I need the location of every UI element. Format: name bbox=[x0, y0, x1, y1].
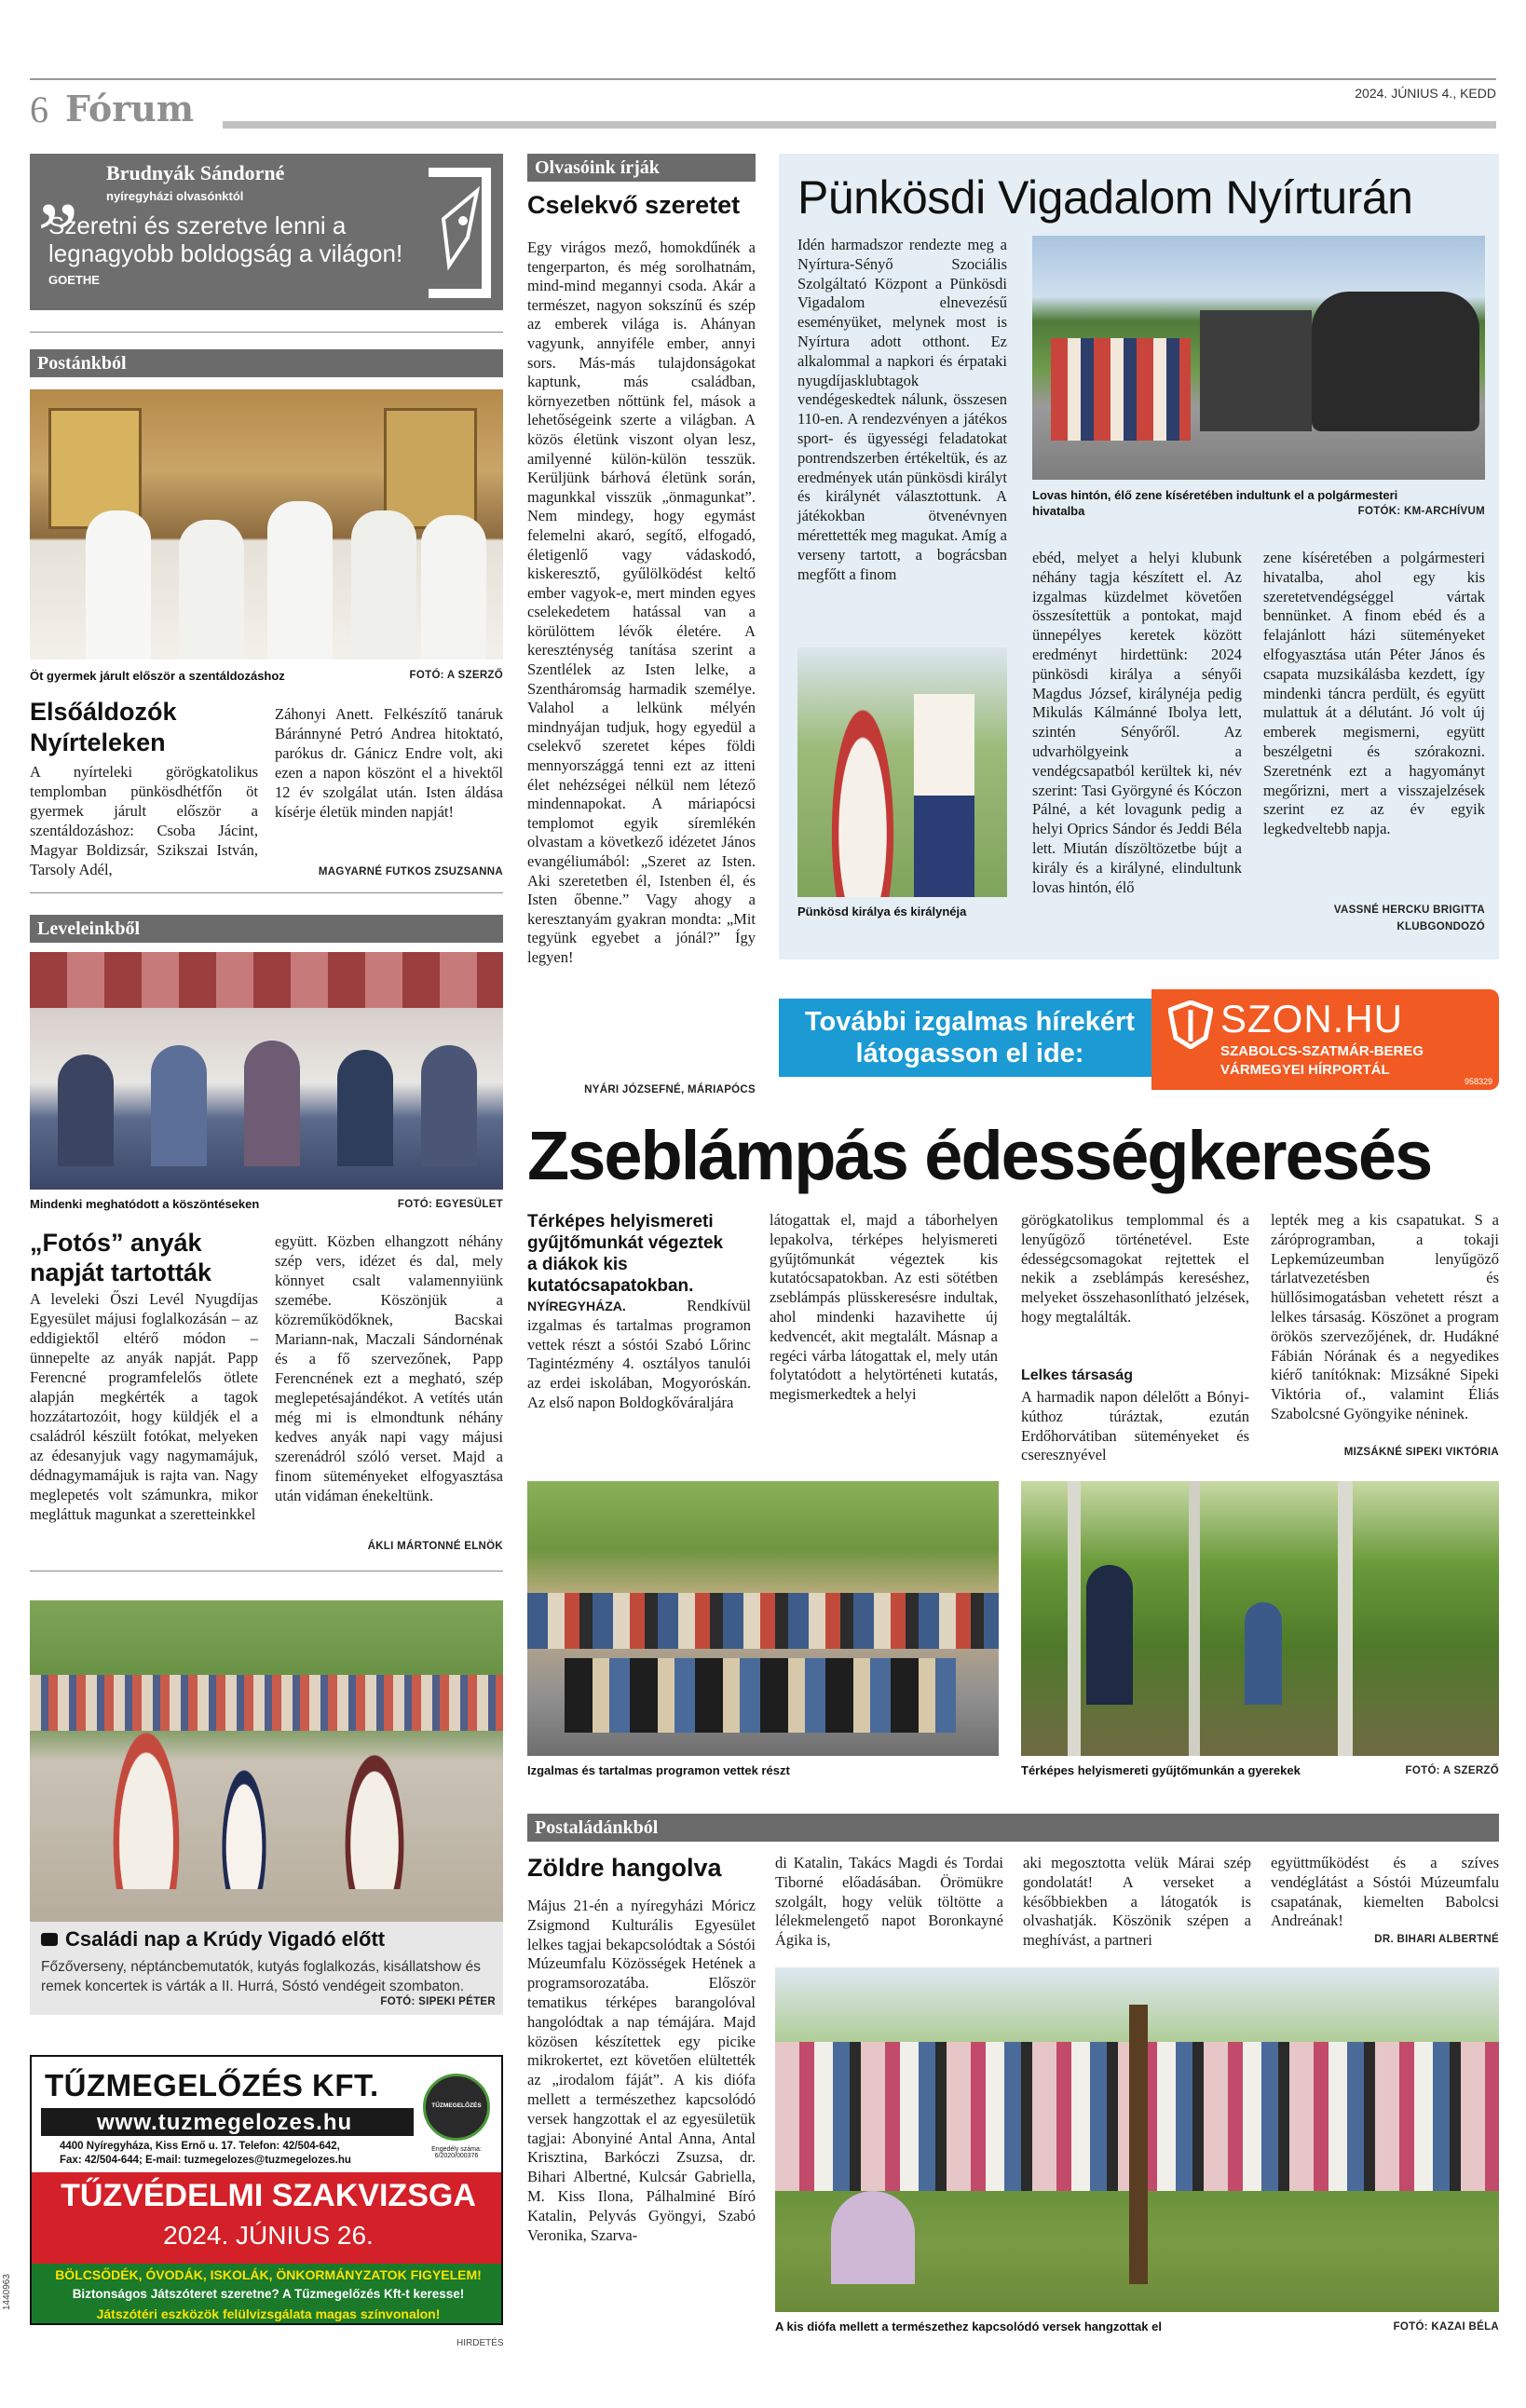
ad-line2: Biztonságos Játszóteret szeretne? A Tűzmegelőzés Kft-t keresse! bbox=[72, 2287, 465, 2301]
ad-license: Engedély száma: 6/2020/000376 bbox=[431, 2146, 482, 2159]
ad-address: 4400 Nyíregyháza, Kiss Ernő u. 17. Telefon: 42/504-642, bbox=[60, 2141, 340, 2152]
article-col2: Záhonyi Anett. Felkészítő tanáruk Báránnyné Petró Andrea hitoktató, parókus dr. Gánicz Endre volt, aki ezen a napon köszönt el a hivektől 12 év szolgálat után. Isten áldása kísérje életük minden napját! bbox=[275, 705, 503, 821]
photo-caption: Lovas hintón, élő zene kíséretében indultunk el a polgármesteri hivatalba bbox=[1032, 488, 1398, 518]
article-col1: Május 21-én a nyíregyházi Móricz Zsigmond Kulturális Egyesület lelkes tagjai bekapcsolódtak a Sóstói Múzeumfalu Közösségek Hetének a programsorozatába. Először tematikus térképes barangolóval hangolódtak a nap témájára. Majd közösen készítettek egy picike mikrokertet, ezt követően elültették az „irodalom fáját”. A kis diófa mellett a természethez kapcsolódó versek hangzottak el az egyesületük tagjai: Abonyiné Antal Anna, Antal Krisztina, Barkóczi Zsuzsa, dr. Bihari Albertné, Kulcsár Gabriella, M. Kiss Ilona, Pálhalminé Bíró Katalin, Pelyvás Gyöngyi, Szabó Veronika, Szarva- bbox=[527, 1897, 756, 2244]
photo-credit: FOTÓ: A SZERZŐ bbox=[1405, 1765, 1499, 1776]
article-col3: zene kíséretében a polgármesteri hivatalba, ahol egy kis szeretetvendégséggel vártak bennünket. A finom ebéd és a felajánlott házi süteményeket elfogyasztása után Péter János és csapata muzsikálásba kezdett, így mindenki táncra perdült, és együtt mulattuk át a délutánt. Jó volt új emberek megismerni, együtt beszélgetni és szórakozni. Szeretnénk ezt a hagyományt megőrizni, mert a visszajelzések szerint ez az év egyik legkedveltebb napja. bbox=[1263, 549, 1485, 838]
szon-ad[interactable] bbox=[779, 989, 1499, 1090]
section-bar-olvasoink: Olvasóink írják bbox=[527, 154, 756, 182]
photo-caption: Öt gyermek járult először a szentáldozáshoz bbox=[30, 669, 285, 683]
szon-shield-icon bbox=[1168, 1000, 1213, 1049]
kids-group-photo bbox=[527, 1481, 999, 1756]
szon-sub2: VÁRMEGYEI HÍRPORTÁL bbox=[1220, 1062, 1390, 1078]
section-bar-postankbol: Postánkból bbox=[30, 349, 503, 377]
horse-carriage-photo bbox=[1032, 236, 1485, 480]
family-day-photo bbox=[30, 1600, 503, 1922]
article-col4: együttműködést és a szíves vendéglátást a Sóstói Múzeumfalu csapatának, kiemelten Babolcsi Andreának! bbox=[1271, 1854, 1499, 1930]
section-name: Fórum bbox=[65, 88, 195, 129]
ad-badge-text: TŰZMEGELŐZÉS bbox=[431, 2102, 482, 2109]
communion-photo bbox=[30, 389, 503, 660]
article-subhead: Lelkes társaság bbox=[1021, 1367, 1134, 1383]
article-title: Zöldre hangolva bbox=[527, 1854, 722, 1882]
article-title: Cselekvő szeretet bbox=[527, 191, 741, 219]
ad-code: 1440963 bbox=[2, 2274, 12, 2310]
article-title: „Fotós” anyák napját tartották bbox=[30, 1229, 212, 1286]
article-col3a: görögkatolikus templommal és a lenyűgöző történetével. Este édességcsomagokat rejtettek el nekik a zseblámpás kereséshez, melyeket összehasonlítható jelzések, hogy megtalálták. bbox=[1021, 1211, 1249, 1326]
photo-credit: FOTÓ: A SZERZŐ bbox=[409, 670, 503, 681]
quote-box bbox=[30, 131, 503, 310]
ad-url[interactable]: www.tuzmegelozes.hu bbox=[97, 2110, 353, 2135]
section-bar-postaladankbol: Postaládánkból bbox=[527, 1814, 1499, 1842]
ad-bottom-block bbox=[32, 2264, 503, 2325]
photo-credit: FOTÓ: EGYESÜLET bbox=[397, 1199, 503, 1210]
signature-role: KLUBGONDOZÓ bbox=[1397, 921, 1485, 932]
photo-credit: FOTÓ: KAZAI BÉLA bbox=[1393, 2321, 1499, 2333]
family-day-title: Családi nap a Krúdy Vigadó előtt bbox=[65, 1927, 386, 1951]
article-col1: A nyírteleki görögkatolikus templomban pünkösdhétfőn öt gyermek járult először a szentáldozáshoz: Csoba Jácint, Magyar Boldizsár, Szikszai István, Tarsoly Adél, bbox=[30, 763, 258, 878]
article-title: Pünkösdi Vigadalom Nyírturán bbox=[797, 171, 1413, 224]
page-top-rule bbox=[30, 78, 1496, 80]
article-col2: di Katalin, Takács Magdi és Tordai Tiborné előadásában. Örömükre szolgált, hogy velük töltötte a lélekmelengető napot Boronkayné Ágika is, bbox=[775, 1854, 1003, 1950]
article-signature: VASSNÉ HERCKU BRIGITTA bbox=[1333, 905, 1485, 916]
section-bar-leveleinkbol: Leveleinkből bbox=[30, 915, 503, 943]
ad-exam-date: 2024. JÚNIUS 26. bbox=[163, 2221, 374, 2250]
header-rule bbox=[223, 121, 1496, 129]
ad-exam: TŰZVÉDELMI SZAKVIZSGA bbox=[61, 2178, 476, 2213]
king-queen-photo bbox=[797, 647, 1007, 897]
photo-caption: Mindenki meghatódott a köszöntéseken bbox=[30, 1197, 260, 1211]
szon-ad-left bbox=[779, 999, 1151, 1077]
photo-caption: A kis diófa mellett a természethez kapcsolódó versek hangzottak el bbox=[775, 2320, 1162, 2333]
szon-brand[interactable]: SZON.HU bbox=[1220, 997, 1403, 1041]
photo-caption: Izgalmas és tartalmas programon vettek részt bbox=[527, 1763, 790, 1777]
quote-author: Brudnyák Sándorné bbox=[106, 161, 285, 184]
quote-source: GOETHE bbox=[48, 273, 100, 287]
divider bbox=[30, 332, 503, 333]
camera-icon bbox=[41, 1933, 58, 1946]
forest-photo bbox=[1021, 1481, 1499, 1756]
punkosd-box bbox=[779, 154, 1499, 959]
article-col2: együtt. Közben elhangzott néhány szép vers, idézet és dal, mely könnyet csalt valamennyiünk szemébe. Köszönjük a közreműködőknek, Bacskai Mariann-nak, Maczali Sándornénak és a fő szervezőnek, Papp Ferencnének ezt a megható, szép meglepetésajándékot. A vetítés után még mi is elmondtunk néhány kedves anyák napi vagy májusi szerenádról szóló verset. Majd a finom süteményeket elfogyasztása után vidáman énekeltünk. bbox=[275, 1232, 503, 1504]
article-title: Elsőáldozók Nyírteleken bbox=[30, 698, 177, 756]
szon-ad-text: További izgalmas hírekért látogasson el ide: bbox=[804, 1007, 1136, 1068]
walnut-tree-photo bbox=[775, 1967, 1499, 2312]
article-col1-text: Rendkívül izgalmas és tartalmas programon vettek részt a sóstói Szabó Lőrinc Tagintézmény 4. osztályos tanulói az erdei iskolában, Mogyoróskán. Az első napon Boldogkőváraljára bbox=[527, 1297, 751, 1411]
article-col3b: A harmadik napon délelőtt a Bónyi-kúthoz túráztak, ezután Erdőhorvátiban süteményeket és cseresznyével bbox=[1021, 1388, 1249, 1464]
fountain-pen-icon bbox=[412, 163, 497, 303]
article-signature: MIZSÁKNÉ SIPEKI VIKTÓRIA bbox=[1343, 1447, 1499, 1458]
ad-line1: BÖLCSŐDÉK, ÓVODÁK, ISKOLÁK, ÖNKORMÁNYZATOK FIGYELEM! bbox=[55, 2267, 482, 2282]
article-lead: Térképes helyismereti gyűjtőmunkát végeztek a diákok kis kutatócsapatokban. bbox=[527, 1212, 724, 1296]
article-col2: látogattak el, majd a táborhelyen lepakolva, térképes helyismereti gyűjtőmunkát végeztek kis kutatócsapatokban. Az esti sötétben zseblámpás plüsskeresésre indultak, ahol mindenki hazavihette új kedvencét, akit megtalált. Másnap a regéci várba látogattak el, mely után folytatódott a helytörténeti kutatás, megismerkedtek a helyi bbox=[770, 1211, 998, 1404]
family-day-box bbox=[30, 1922, 503, 2015]
fire-safety-ad[interactable] bbox=[30, 2055, 503, 2325]
page-number: 6 bbox=[30, 88, 48, 130]
article-body: Egy virágos mező, homokdűnék a tengerparton, és még sorolhatnám, mind-mind megannyi csoda. Akár a természet, nagyon sokszínű és szép az emberek világa is. Ahányan vagyunk, annyiféle ember, annyi sors. Más-más tulajdonságokat kaptunk, más családban, környezetben nőttünk fel, mások a lehetőségeink szerte a világban. A közös életünk viszont olyan lesz, amilyenné külön-külön tesszük. Kerüljünk bárhová életünk során, magunkkal visszük „önmagunkat”. Nem mindegy, hogy egymást felemelni akaró, segítő, elfogadó, életigenlő vagy vádaskodó, kiskeresztő, gyűlölködést keltő ember vagyok-e, mert minden egyes cselekedetem hatással van a körülöttem lévők életére. A kereszténység tanítása szerint a Szentlélek az Isten lelke, a Szentháromság harmadik személye. Valahol a lelkünk mélyén mindnyájan tudjuk, hogy egyedül a cselekvő szeretet képes földi mennyországgá tenni ezt az itteni élet nehézségei nélkül nem létező mindennapokat. A máriapócsi templomot egyik síremlékén olvastam a következő idézetet János evangéliumából: „Szeret az Isten. Aki szeretetben él, Istenben él, és Isten őbenne.” Vagy ahogy a keresztanyám gyakran mondta: „Mit tegyünk egyebet a jónál?” Így legyen! bbox=[527, 238, 756, 966]
main-headline: Zseblámpás édességkeresés bbox=[527, 1117, 1432, 1194]
dateline: NYÍREGYHÁZA. bbox=[527, 1299, 626, 1313]
article-signature: NYÁRI JÓZSEFNÉ, MÁRIAPÓCS bbox=[584, 1084, 756, 1095]
article-col3: aki megosztotta velük Márai szép gondolatát! A verseket a későbbiekben a látogatók is olvashatják. Köszönik szépen a meghívást, a partneri bbox=[1023, 1854, 1251, 1950]
photo-credit: FOTÓK: KM-ARCHÍVUM bbox=[1357, 506, 1485, 517]
ad-company: TŰZMEGELŐZÉS KFT. bbox=[45, 2068, 379, 2102]
article-col1: A leveleki Őszi Levél Nyugdíjas Egyesület májusi foglalkozásán – az eddigiektől eltérő módon – ünnepelte az anyák napját. Papp Ferencné programfelelős ötlete alapján megkérték a tagok hozzátartozóit, hogy küldjék el a családról készült fotókat, melyeken az édesanyjuk vagy nagymamájuk, dédnagymamájuk is rajta van. Nagy meglepetés volt számunkra, mikor megláttuk magunkat a szeretteinkkel bbox=[30, 1290, 258, 1523]
article-intro: Idén harmadszor rendezte meg a Nyírtura-Sényő Szociális Szolgáltató Központ a Pünkösdi Vigadalom elnevezésű eseményüket, melynek most is Nyírtura adott otthont. Ez alkalommal a napkori és érpataki nyugdíjasklubtagok vendégeskedtek nálunk, összesen 110-en. A rendezvényen a játékos sport- és ügyességi feladatokat pontrendszerben értékeltük, és az eredmények után pünkösdi királyt és királynét választottunk. A játékokban ötvenévnyen mérettették meg magukat. Amíg a verseny tartott, a bográcsban megfőtt a finom bbox=[797, 236, 1007, 583]
photo-caption: Térképes helyismereti gyűjtőmunkán a gyerekek bbox=[1021, 1763, 1301, 1777]
article-signature: ÁKLI MÁRTONNÉ ELNÖK bbox=[367, 1541, 503, 1552]
article-col2: ebéd, melyet a helyi klubunk néhány tagja készített el. Az izgalmas küzdelmet követően összesítettük a pontokat, majd ünnepélyes keretek között eredményt hirdettünk: 2024 pünkösdi királya a sényői Magdus József, királynéja pedig Mikulás Kálmánné Ibolya lett, szintén Sényőről. Az udvarhölgyeink a vendégcsapatból kerültek ki, név szerint: Tasi Györgyné és Kóczon Pálné, a két lovagunk pedig a helyi Oprics Sándor és Jeddi Béla lett. Miután díszöltözetbe bújt a király és a királyné, elindultunk lovas hintón, élő bbox=[1032, 549, 1242, 896]
article-col1 bbox=[527, 1297, 751, 1413]
article-col4: lepték meg a kis csapatukat. S a záróprogramban, a tokaji Lepkemúzeumban lenyűgöző tárlatvezetésben és hüllősimogatásban vehetett részt a lelkes társaság. Köszönet a program örökös szervezőjének, dr. Hudákné Fábián Nórának és a negyedikes kiérő tanítóknak: Mizsákné Sipeki Viktória of., valamint Éliás Szabolcsné Gyöngyike néninek. bbox=[1271, 1211, 1499, 1422]
mothers-day-photo bbox=[30, 952, 503, 1190]
page-date: 2024. JÚNIUS 4., KEDD bbox=[1355, 86, 1496, 101]
photo-caption: Pünkösd királya és királynéja bbox=[797, 905, 967, 918]
szon-code: 958329 bbox=[1465, 1077, 1493, 1086]
ad-exam-block bbox=[32, 2172, 503, 2264]
quote-author-sub: nyíregyházi olvasónktól bbox=[106, 189, 244, 203]
szon-ad-right bbox=[1151, 989, 1499, 1090]
page-header bbox=[30, 78, 1496, 130]
ad-fax: Fax: 42/504-644; E-mail: tuzmegelozes@tuzmegelozes.hu bbox=[60, 2155, 351, 2166]
photo-credit: FOTÓ: SIPEKI PÉTER bbox=[380, 1996, 496, 2007]
family-day-text: Főzőverseny, néptáncbemutatók, kutyás foglalkozás, kisállatshow és remek koncertek is várták a II. Hurrá, Sóstó vendégeit szombaton. bbox=[41, 1959, 481, 1994]
fire-badge-icon bbox=[423, 2074, 490, 2141]
quote-text: Szeretni és szeretve lenni a legnagyobb boldogság a világon! bbox=[48, 211, 403, 267]
quote-mark-icon: „ bbox=[37, 131, 79, 235]
article-signature: DR. BIHARI ALBERTNÉ bbox=[1374, 1934, 1499, 1945]
article-signature: MAGYARNÉ FUTKOS ZSUZSANNA bbox=[318, 866, 503, 877]
szon-sub1: SZABOLCS-SZATMÁR-BEREG bbox=[1220, 1043, 1424, 1059]
ad-label: HIRDETÉS bbox=[456, 2338, 504, 2348]
divider bbox=[30, 892, 503, 893]
ad-line3: Játszótéri eszközök felülvizsgálata magas színvonalon! bbox=[96, 2306, 441, 2321]
ad-url-bar bbox=[41, 2108, 414, 2136]
